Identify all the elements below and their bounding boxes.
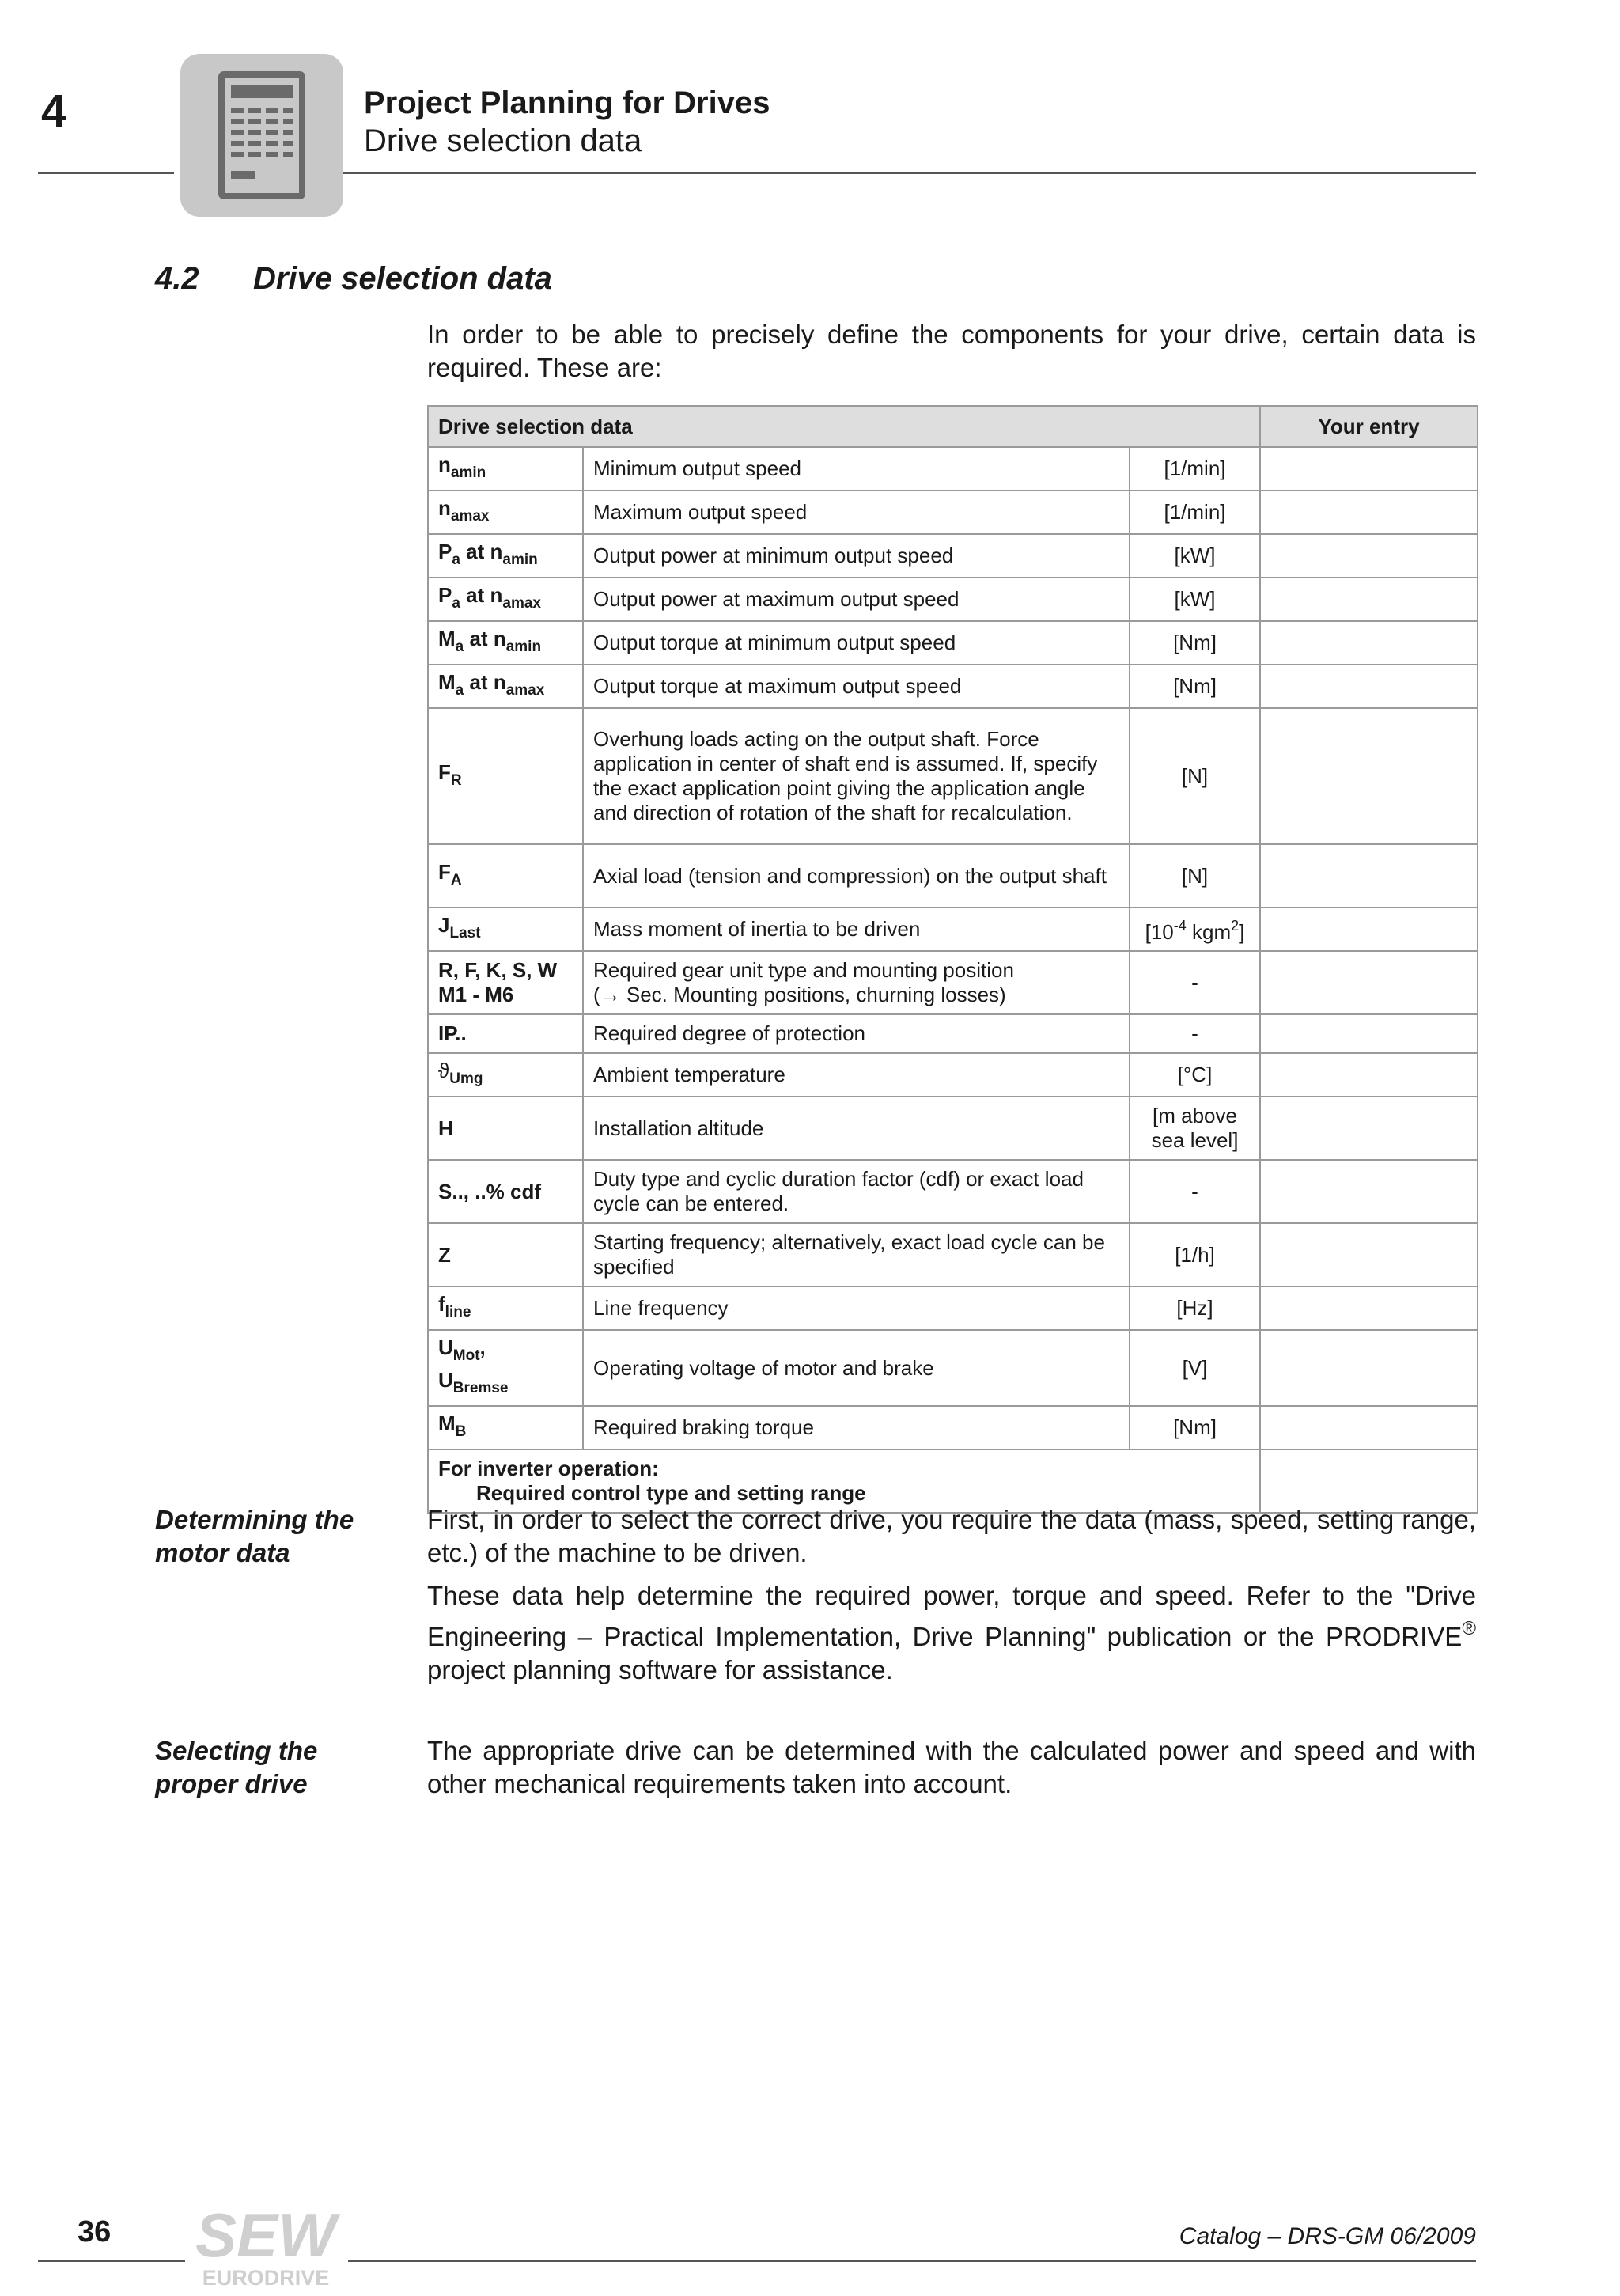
intro-paragraph: In order to be able to precisely define the components for your drive, certain data is required. These are: [427, 320, 1476, 382]
row-description: Minimum output speed [583, 447, 1130, 491]
header-rule-right [342, 172, 1476, 174]
entry-cell[interactable] [1260, 1406, 1478, 1449]
row-symbol: $M_a$ at $n_{amax}$ [428, 665, 583, 708]
row-unit: [kW] [1130, 578, 1260, 621]
entry-cell[interactable] [1260, 1330, 1478, 1406]
side-label-selecting: Selecting the proper drive [155, 1736, 318, 1798]
row-unit: [kW] [1130, 534, 1260, 578]
row-description: Output torque at minimum output speed [583, 621, 1130, 665]
row-unit: [1/min] [1130, 491, 1260, 534]
row-description: Output power at maximum output speed [583, 578, 1130, 621]
row-symbol: $P_a$ at $n_{amin}$ [428, 534, 583, 578]
determining-paragraph-2: These data help determine the required power, torque and speed. Refer to the "Drive Engineering – Practical Implementation, Drive Planning" publication or the PRODRIVE® project planning software for assistance. [427, 1581, 1476, 1684]
row-symbol: $P_a$ at $n_{amax}$ [428, 578, 583, 621]
table-row [428, 1053, 1478, 1097]
table-row [428, 708, 1478, 844]
entry-cell[interactable] [1260, 1097, 1478, 1160]
row-description: Overhung loads acting on the output shaft. Force application in center of shaft end is assumed. If, specify the exact application point giving the application angle and direction of rotation of the shaft for recalculation. [583, 708, 1130, 844]
row-unit: [N] [1130, 708, 1260, 844]
row-unit: - [1130, 951, 1260, 1014]
table-row [428, 844, 1478, 907]
row-description: Ambient temperature [583, 1053, 1130, 1097]
row-description: Required degree of protection [583, 1014, 1130, 1053]
header-rule-left [38, 172, 174, 174]
table-row [428, 1097, 1478, 1160]
header-title: Project Planning for Drives [364, 85, 770, 120]
table-row [428, 907, 1478, 951]
row-description: Output power at minimum output speed [583, 534, 1130, 578]
section-title: Drive selection data [253, 261, 552, 296]
row-unit: [m above sea level] [1130, 1097, 1260, 1160]
row-description: Line frequency [583, 1286, 1130, 1330]
entry-cell[interactable] [1260, 665, 1478, 708]
row-unit: [Nm] [1130, 1406, 1260, 1449]
row-symbol: $J_{Last}$ [428, 907, 583, 951]
table-row [428, 1014, 1478, 1053]
table-row [428, 1406, 1478, 1449]
table-row [428, 1160, 1478, 1223]
row-symbol: $F_A$ [428, 844, 583, 907]
row-unit: [1/min] [1130, 447, 1260, 491]
entry-cell[interactable] [1260, 491, 1478, 534]
row-description: Installation altitude [583, 1097, 1130, 1160]
row-symbol: H [428, 1097, 583, 1160]
sew-eurodrive-logo [187, 2201, 345, 2292]
entry-cell[interactable] [1260, 1014, 1478, 1053]
row-unit: - [1130, 1014, 1260, 1053]
entry-cell[interactable] [1260, 621, 1478, 665]
row-symbol: Z [428, 1223, 583, 1286]
row-symbol: $F_R$ [428, 708, 583, 844]
row-symbol: $n_{amin}$ [428, 447, 583, 491]
entry-cell[interactable] [1260, 447, 1478, 491]
row-symbol: $M_a$ at $n_{amin}$ [428, 621, 583, 665]
row-description: Axial load (tension and compression) on the output shaft [583, 844, 1130, 907]
entry-cell[interactable] [1260, 951, 1478, 1014]
table-row [428, 578, 1478, 621]
footer-rule-right [348, 2260, 1476, 2262]
row-symbol: IP.. [428, 1014, 583, 1053]
table-header-row [428, 406, 1478, 447]
table-header-entry: Your entry [1260, 406, 1478, 447]
row-description: Starting frequency; alternatively, exact load cycle can be specified [583, 1223, 1130, 1286]
row-description: Duty type and cyclic duration factor (cdf) or exact load cycle can be entered. [583, 1160, 1130, 1223]
row-unit: [Hz] [1130, 1286, 1260, 1330]
selecting-paragraph: The appropriate drive can be determined with the calculated power and speed and with other mechanical requirements taken into account. [427, 1736, 1476, 1798]
row-unit: [°C] [1130, 1053, 1260, 1097]
logo-wordmark: SEW [195, 2201, 336, 2270]
header-subtitle: Drive selection data [364, 123, 642, 158]
table-row [428, 534, 1478, 578]
entry-cell[interactable] [1260, 1223, 1478, 1286]
row-unit: - [1130, 1160, 1260, 1223]
entry-cell[interactable] [1260, 1160, 1478, 1223]
inverter-label: For inverter operation: Required control type and setting range [428, 1449, 1260, 1513]
row-symbol: $f_{line}$ [428, 1286, 583, 1330]
table-row [428, 1330, 1478, 1406]
row-symbol: $M_B$ [428, 1406, 583, 1449]
row-description: Output torque at maximum output speed [583, 665, 1130, 708]
table-header-label: Drive selection data [428, 406, 1260, 447]
row-unit: [Nm] [1130, 621, 1260, 665]
row-description: Required braking torque [583, 1406, 1130, 1449]
section-number: 4.2 [155, 261, 199, 296]
row-unit: [1/h] [1130, 1223, 1260, 1286]
row-unit: [$10^{-4}$ kgm$^2$] [1130, 907, 1260, 951]
calculator-icon [180, 54, 343, 217]
entry-cell[interactable] [1260, 907, 1478, 951]
entry-cell[interactable] [1260, 708, 1478, 844]
table-row [428, 491, 1478, 534]
entry-cell[interactable] [1260, 534, 1478, 578]
entry-cell[interactable] [1260, 1053, 1478, 1097]
entry-cell[interactable] [1260, 578, 1478, 621]
footer-rule-left [38, 2260, 185, 2262]
row-symbol: $U_{Mot}$, $U_{Bremse}$ [428, 1330, 583, 1406]
row-description: Operating voltage of motor and brake [583, 1330, 1130, 1406]
row-symbol: $ϑ_{Umg}$ [428, 1053, 583, 1097]
row-description: Required gear unit type and mounting position (→ Sec. Mounting positions, churning losses) [583, 951, 1130, 1014]
row-description: Mass moment of inertia to be driven [583, 907, 1130, 951]
determining-paragraph-1: First, in order to select the correct drive, you require the data (mass, speed, setting range, etc.) of the machine to be driven. [427, 1505, 1476, 1567]
table-row [428, 951, 1478, 1014]
row-description: Maximum output speed [583, 491, 1130, 534]
entry-cell[interactable] [1260, 1286, 1478, 1330]
side-label-determining: Determining the motor data [155, 1505, 354, 1567]
logo-subtext: EURODRIVE [202, 2266, 330, 2290]
table-row [428, 665, 1478, 708]
row-symbol: $n_{amax}$ [428, 491, 583, 534]
page-number: 36 [78, 2215, 112, 2249]
drive-selection-table [427, 405, 1478, 1514]
table-row [428, 1223, 1478, 1286]
row-unit: [Nm] [1130, 665, 1260, 708]
table-row [428, 621, 1478, 665]
table-row [428, 1286, 1478, 1330]
entry-cell[interactable] [1260, 844, 1478, 907]
table-row [428, 447, 1478, 491]
chapter-number: 4 [41, 85, 67, 137]
footer-catalog: Catalog – DRS-GM 06/2009 [1179, 2223, 1476, 2249]
row-symbol: S.., ..% cdf [428, 1160, 583, 1223]
row-unit: [V] [1130, 1330, 1260, 1406]
row-unit: [N] [1130, 844, 1260, 907]
row-symbol: R, F, K, S, W M1 - M6 [428, 951, 583, 1014]
